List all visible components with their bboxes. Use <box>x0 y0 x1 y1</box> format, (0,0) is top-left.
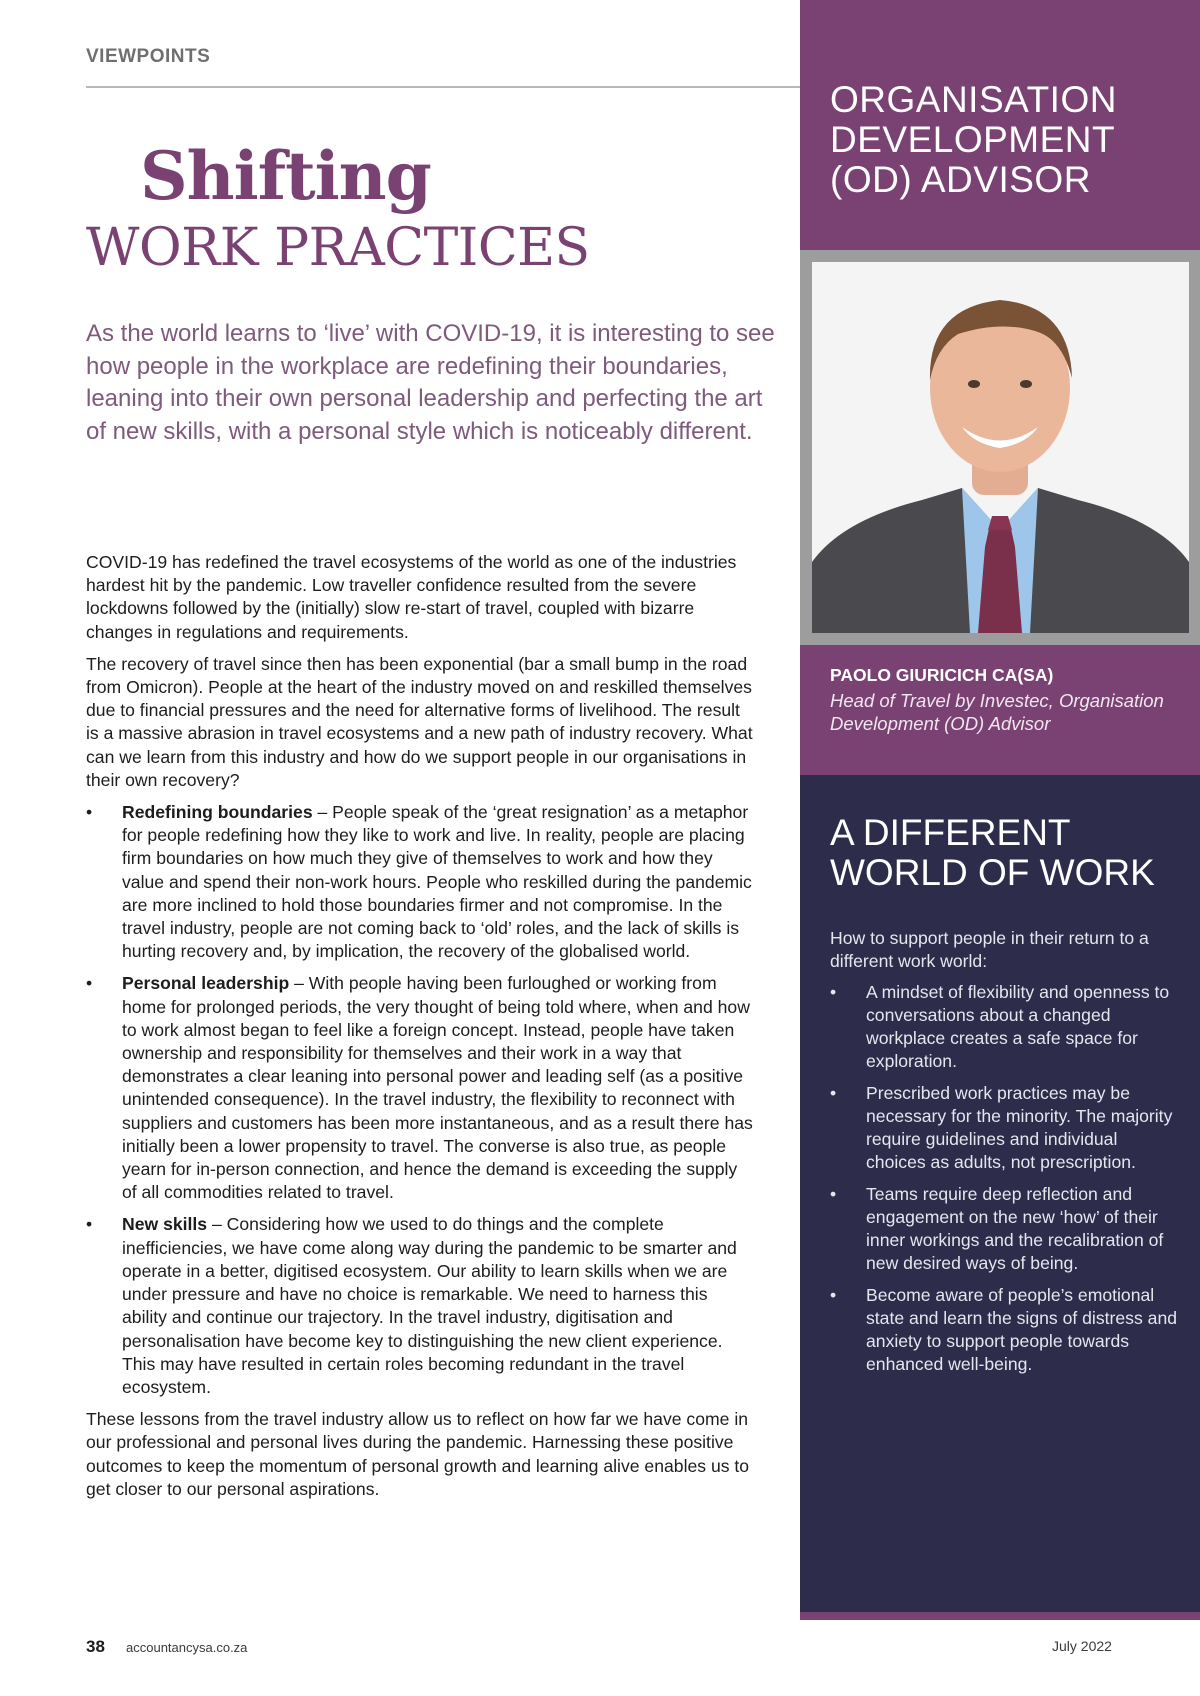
article-body <box>86 551 756 1510</box>
bullet-text: – People speak of the ‘great resignation’ as a metaphor for people redefining how they like to work and live. In reality, people are placing firm boundaries on how much they give of themselves to work and how they value and spend their non-work hours. People who reskilled during the pandemic are more inclined to hold those boundaries firmer and not compromise. In the travel industry, people are not coming back to ‘old’ roles, and the lack of skills is hurting recovery and, by implication, the recovery of the globalised world. <box>122 802 752 962</box>
tips-item-text: Prescribed work practices may be necessary for the minority. The majority require guidelines and individual choices as adults, not prescription. <box>866 1083 1173 1172</box>
author-name: PAOLO GIURICICH CA(SA) <box>830 665 1054 685</box>
photo-frame <box>800 250 1200 645</box>
bullet-icon: • <box>830 1184 837 1204</box>
bullet-icon: • <box>830 1083 837 1103</box>
bullet-heading: Personal leadership <box>122 973 290 994</box>
role-banner <box>800 0 1200 250</box>
role-title: ORGANISATION DEVELOPMENT (OD) ADVISOR <box>830 79 1117 200</box>
tips-title: A DIFFERENT WORLD OF WORK <box>830 812 1155 893</box>
bullet-text: – Considering how we used to do things and the complete inefficiencies, we have come along way during the pandemic to be smarter and operate in a better, digitised ecosystem. Our ability to learn skills when we are under pressure and have no choice is remarkable. We need to harness this ability and continue our trajectory. In the travel industry, digitisation and personalisation have become key to distinguishing the new client experience. This may have resulted in certain roles becoming redundant in the travel ecosystem. <box>122 1214 737 1397</box>
body-paragraph: COVID-19 has redefined the travel ecosystems of the world as one of the industries hardest hit by the pandemic. Low traveller confidence resulted from the severe lockdowns followed by the (initially) slow re-start of travel, coupled with bizarre changes in regulations and requirements. <box>86 552 737 642</box>
bullet-heading: Redefining boundaries <box>122 802 313 823</box>
body-paragraph: The recovery of travel since then has been exponential (bar a small bump in the road from Omicron). People at the heart of the industry moved on and reskilled themselves due to financial pressures and the need for alternative forms of livelihood. The result is a massive abrasion in travel ecosystems and a new path of industry recovery. What can we learn from this industry and how do we support people in our organisations in their own recovery? <box>86 653 753 790</box>
bullet-icon: • <box>86 1214 93 1235</box>
bullet-icon: • <box>830 982 837 1002</box>
bullet-item <box>86 1213 756 1399</box>
tips-lead: How to support people in their return to a different work world: <box>830 928 1149 971</box>
article-intro: As the world learns to ‘live’ with COVID-19, it is interesting to see how people in the workplace are redefining their boundaries, leaning into their own personal leadership and perfecting the art of new skills, with a personal style which is noticeably different. <box>86 320 775 445</box>
bullet-heading: New skills <box>122 1214 208 1235</box>
body-closing: These lessons from the travel industry allow us to reflect on how far we have come in our professional and personal lives during the pandemic. Harnessing these positive outcomes to keep the momentum of personal growth and learning alive enables us to get closer to our personal aspirations. <box>86 1409 750 1499</box>
tips-item-text: Become aware of people’s emotional state and learn the signs of distress and anxiety to support people towards enhanced well-being. <box>866 1285 1178 1374</box>
body-bullet-list <box>86 801 756 1399</box>
sidebar-bottom-strip <box>800 1612 1200 1620</box>
tips-list <box>830 981 1180 1385</box>
article-title-line1: Shifting <box>140 137 431 215</box>
sidebar <box>800 0 1200 1696</box>
tips-item-text: A mindset of flexibility and openness to conversations about a changed workplace creates a safe space for exploration. <box>866 982 1170 1071</box>
tips-item <box>830 1082 1180 1174</box>
author-photo <box>812 262 1189 633</box>
tips-item <box>830 1284 1180 1376</box>
bullet-icon: • <box>86 973 93 994</box>
article-title-line2: WORK PRACTICES <box>86 218 590 278</box>
author-portrait-image <box>812 262 1189 633</box>
tips-item <box>830 981 1180 1073</box>
bullet-text: – With people having been furloughed or working from home for prolonged periods, the very thought of being told where, when and how to work almost began to feel like a foreign concept. Instead, people have taken ownership and responsibility for themselves and their work in a way that demonstrates a clear leaning into personal power and leading self (as a positive unintended consequence). In the travel industry, the flexibility to reconnect with suppliers and customers has been more instantaneous, and as a result there has initially been a lower propensity to travel. The converse is also true, as people yearn for in-person connection, and hence the demand is exceeding the supply of all commodities related to travel. <box>122 973 753 1203</box>
tips-item <box>830 1183 1180 1275</box>
tips-box <box>800 775 1200 1612</box>
header-rule <box>86 86 800 88</box>
author-role: Head of Travel by Investec, Organisation Development (OD) Advisor <box>830 690 1164 734</box>
section-label: VIEWPOINTS <box>86 46 211 67</box>
footer-website: accountancysa.co.za <box>126 1640 248 1655</box>
bullet-item <box>86 801 756 963</box>
page-number: 38 <box>86 1637 105 1656</box>
bullet-icon: • <box>830 1285 837 1305</box>
tips-item-text: Teams require deep reflection and engagement on the new ‘how’ of their inner workings and the recalibration of new desired ways of being. <box>866 1184 1164 1273</box>
author-block <box>800 645 1200 775</box>
footer-date: July 2022 <box>1052 1638 1112 1654</box>
bullet-item <box>86 972 756 1204</box>
bullet-icon: • <box>86 802 93 823</box>
